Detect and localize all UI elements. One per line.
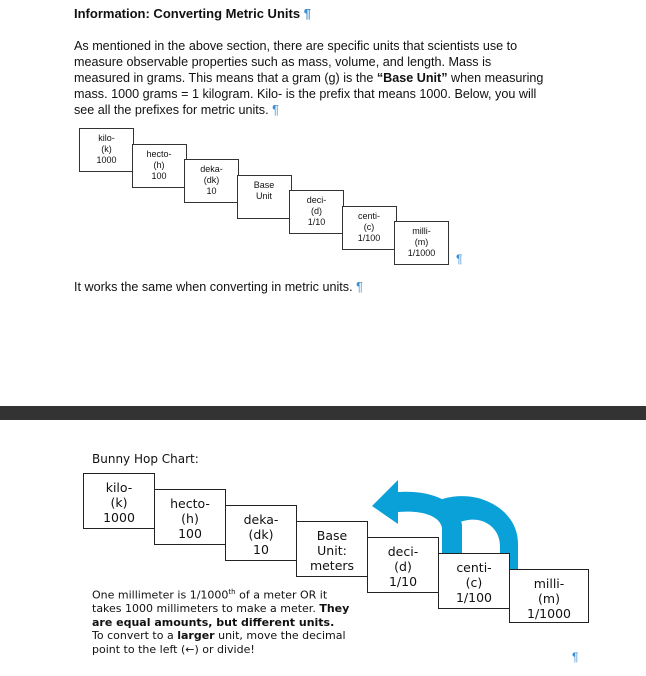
metric-step-box — [154, 489, 226, 545]
note-text: unit, move the decimal point to the left (←) or divide! — [92, 629, 346, 656]
intro-paragraph — [74, 38, 544, 118]
step-symbol: (c) — [465, 575, 483, 590]
metric-step-box — [79, 128, 134, 172]
pilcrow-mark: ¶ — [572, 650, 579, 664]
step-prefix: centi- — [357, 210, 380, 221]
metric-step-box — [342, 206, 397, 250]
metric-step-box — [237, 175, 292, 219]
step-value: 1/1000 — [407, 248, 436, 258]
step-prefix: deci- — [387, 544, 419, 559]
step-symbol: (k) — [110, 495, 128, 510]
intro-text-2: when measuring mass. 1000 grams = 1 kilogram. Kilo- is the prefix that means 1000. Below, you will see all the prefixes for metric units. — [74, 71, 544, 117]
pilcrow-mark: ¶ — [456, 252, 463, 266]
step-prefix: deka- — [243, 512, 279, 527]
intro-text-1: As mentioned in the above section, there are specific units that scientists use to measure observable properties such as mass, volume, and length. Mass is measured in grams. This means that a gram (g) is the — [74, 39, 518, 85]
note-bold: larger — [177, 629, 215, 643]
note-text: To convert to a — [92, 629, 178, 643]
step-symbol: (d) — [311, 206, 322, 216]
step-value: 1/100 — [455, 590, 493, 605]
step-value: 1/10 — [307, 217, 326, 227]
works-sentence — [74, 280, 363, 294]
bunny-hop-title: Bunny Hop Chart: — [92, 452, 199, 466]
step-value: 100 — [151, 170, 167, 181]
note-sup: th — [228, 588, 236, 596]
pilcrow-mark: ¶ — [356, 280, 363, 294]
step-value: 1000 — [103, 510, 135, 525]
metric-step-box — [438, 553, 510, 609]
step-symbol: (h) — [153, 159, 165, 170]
step-prefix: hecto- — [146, 148, 172, 159]
step-prefix: deka- — [200, 164, 223, 174]
metric-step-box — [225, 505, 297, 561]
step-symbol: (dk) — [248, 527, 274, 542]
metric-step-box — [83, 473, 155, 529]
metric-step-box — [394, 221, 449, 265]
note-bold: They are equal amounts, but different units. — [92, 602, 350, 629]
step-prefix: milli- — [533, 576, 565, 591]
step-value: 1/10 — [388, 574, 418, 589]
section-divider — [0, 406, 646, 420]
step-prefix: Base — [316, 528, 348, 543]
step-prefix: deci- — [306, 195, 327, 205]
step-value: 10 — [253, 542, 269, 557]
step-value: 100 — [178, 526, 202, 541]
step-value: meters — [309, 558, 355, 573]
step-prefix: kilo- — [105, 480, 133, 495]
intro-bold: “Base Unit” — [376, 71, 448, 85]
metric-step-box — [296, 521, 368, 577]
step-prefix: milli- — [412, 226, 431, 236]
explanation-note — [92, 586, 352, 656]
step-symbol: (d) — [394, 559, 412, 574]
metric-step-box — [509, 569, 589, 623]
step-symbol: (h) — [181, 511, 199, 526]
step-value: 1000 — [96, 155, 117, 165]
step-symbol: (m) — [538, 591, 560, 606]
pilcrow-mark: ¶ — [272, 103, 279, 117]
step-symbol: (k) — [101, 144, 112, 154]
metric-step-box — [367, 537, 439, 593]
step-symbol: Unit — [255, 190, 272, 201]
step-prefix: centi- — [456, 560, 492, 575]
step-prefix: kilo- — [98, 133, 115, 143]
pilcrow-mark: ¶ — [303, 6, 311, 21]
step-prefix: Base — [253, 179, 275, 190]
step-symbol: (c) — [363, 221, 375, 232]
heading-text: Information: Converting Metric Units — [74, 6, 301, 21]
note-text: One millimeter is 1/1000 — [92, 588, 229, 602]
works-text: It works the same when converting in metric units. — [74, 280, 353, 294]
metric-step-box — [289, 190, 344, 234]
step-symbol: (m) — [414, 237, 429, 247]
step-value: 1/1000 — [527, 606, 571, 621]
note-text: of a meter OR it takes 1000 millimeters to make a meter. — [92, 588, 328, 616]
section-heading — [74, 6, 311, 21]
step-symbol: (dk) — [203, 175, 220, 185]
metric-step-box — [132, 144, 187, 188]
step-prefix: hecto- — [170, 496, 210, 511]
metric-step-box — [184, 159, 239, 203]
step-value: 1/100 — [357, 232, 381, 243]
step-symbol: Unit: — [317, 543, 347, 558]
step-value: 10 — [206, 186, 217, 196]
